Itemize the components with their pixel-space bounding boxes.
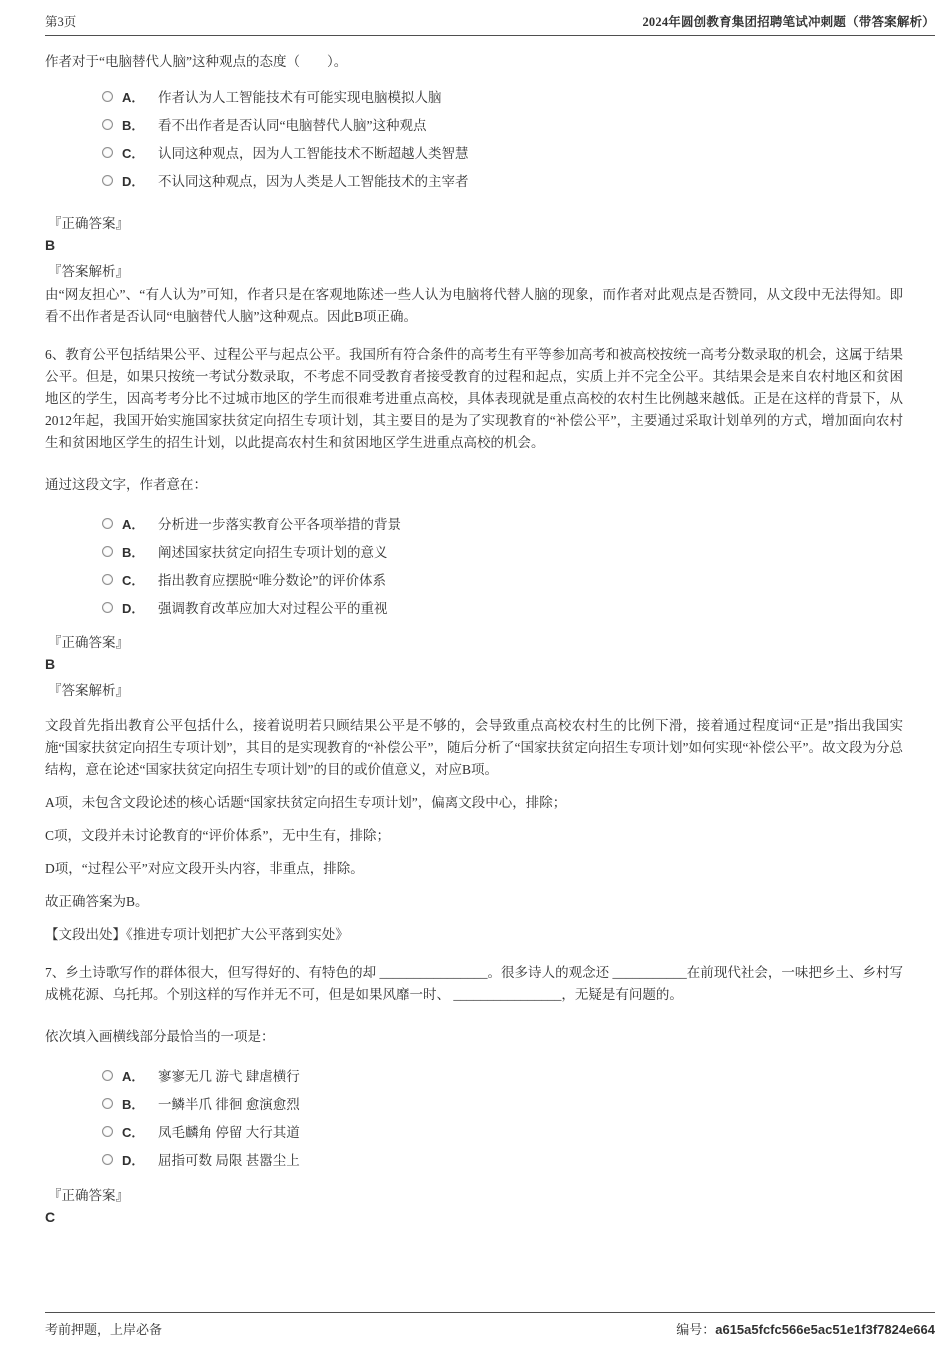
analysis-paragraph: 文段首先指出教育公平包括什么，接着说明若只顾结果公平是不够的，会导致重点高校农村生的比例下滑，接着通过程度词“正是”指出我国实施“国家扶贫定向招生专项计划”，其目的是实现教育的“补偿公平”，随后分析了“国家扶贫定向招生专项计划”如何实现“补偿公平”。故文段为分总结构，意在论述“国家扶贫定向招生专项计划”的目的或价值意义，对应B项。 — [45, 718, 903, 777]
analysis-paragraph: C项，文段并未讨论教育的“评价体系”，无中生有，排除； — [45, 828, 390, 843]
passage-source: 【文段出处】《推进专项计划把扩大公平落到实处》 — [45, 927, 349, 942]
option-text: 不认同这种观点，因为人类是人工智能技术的主宰者 — [158, 174, 469, 189]
analysis-conclusion: 故正确答案为B。 — [45, 894, 149, 909]
question-6-block — [45, 344, 903, 946]
correct-answer-label: 『正确答案』 — [48, 216, 129, 231]
option-letter: B． — [122, 1096, 145, 1112]
correct-answer-value: B — [45, 237, 56, 253]
page-footer — [45, 1312, 935, 1338]
correct-answer-value: C — [45, 1209, 56, 1225]
footer-slogan: 考前押题，上岸必备 — [45, 1322, 163, 1337]
question-6-prompt: 通过这段文字，作者意在： — [45, 477, 207, 492]
correct-answer-label: 『正确答案』 — [48, 635, 129, 650]
option-letter: B． — [122, 117, 145, 133]
radio-icon[interactable] — [102, 147, 113, 158]
option-text: 认同这种观点，因为人工智能技术不断超越人类智慧 — [158, 146, 469, 161]
option-text: 强调教育改革应加大对过程公平的重视 — [158, 601, 388, 616]
footer-serial — [676, 1319, 935, 1338]
document-title: 2024年圆创教育集团招聘笔试冲刺题（带答案解析） — [642, 15, 935, 29]
radio-icon[interactable] — [102, 574, 113, 585]
question-7-prompt: 依次填入画横线部分最恰当的一项是： — [45, 1029, 275, 1044]
page-header — [45, 0, 935, 36]
option-letter: D． — [122, 1152, 145, 1168]
radio-icon[interactable] — [102, 91, 113, 102]
question-5-block — [45, 51, 903, 328]
option-text: 凤毛麟角 停留 大行其道 — [158, 1125, 300, 1140]
option-row-c[interactable] — [102, 138, 903, 166]
option-text: 分析进一步落实教育公平各项举措的背景 — [158, 517, 401, 532]
document-body — [45, 51, 903, 1226]
option-text: 指出教育应摆脱“唯分数论”的评价体系 — [158, 573, 386, 588]
radio-icon[interactable] — [102, 1098, 113, 1109]
question-5-text: 作者对于“电脑替代人脑”这种观点的态度（ ）。 — [45, 54, 348, 69]
analysis-label: 『答案解析』 — [48, 683, 129, 698]
question-5-options — [102, 82, 903, 194]
correct-answer-label: 『正确答案』 — [48, 1188, 129, 1203]
option-letter: C． — [122, 572, 145, 588]
option-row-b[interactable] — [102, 110, 903, 138]
analysis-label: 『答案解析』 — [48, 264, 129, 279]
radio-icon[interactable] — [102, 602, 113, 613]
option-text: 作者认为人工智能技术有可能实现电脑模拟人脑 — [158, 90, 442, 105]
question-7-options — [102, 1061, 903, 1173]
option-letter: C． — [122, 1124, 145, 1140]
option-text: 看不出作者是否认同“电脑替代人脑”这种观点 — [158, 118, 427, 133]
option-letter: A． — [122, 516, 145, 532]
option-row-a[interactable] — [102, 1061, 903, 1089]
option-row-a[interactable] — [102, 82, 903, 110]
question-7-block — [45, 962, 903, 1226]
radio-icon[interactable] — [102, 119, 113, 130]
option-text: 一鳞半爪 徘徊 愈演愈烈 — [158, 1097, 300, 1112]
option-row-d[interactable] — [102, 166, 903, 194]
radio-icon[interactable] — [102, 1070, 113, 1081]
option-letter: D． — [122, 173, 145, 189]
serial-code: a615a5fcfc566e5ac51e1f3f7824e664 — [715, 1322, 935, 1337]
option-row-d[interactable] — [102, 593, 903, 621]
analysis-paragraph: A项，未包含文段论述的核心话题“国家扶贫定向招生专项计划”，偏离文段中心，排除； — [45, 795, 567, 810]
option-letter: D． — [122, 600, 145, 616]
option-row-d[interactable] — [102, 1145, 903, 1173]
analysis-text: 由“网友担心”、“有人认为”可知，作者只是在客观地陈述一些人认为电脑将代替人脑的现象，而作者对此观点是否赞同，从文段中无法得知。即看不出作者是否认同“电脑替代人脑”这种观点。因此B项正确。 — [45, 287, 903, 324]
option-row-b[interactable] — [102, 1089, 903, 1117]
correct-answer-value: B — [45, 656, 56, 672]
option-row-a[interactable] — [102, 509, 903, 537]
page-number: 第3页 — [45, 15, 77, 29]
option-row-b[interactable] — [102, 537, 903, 565]
serial-label: 编号： — [676, 1322, 716, 1337]
radio-icon[interactable] — [102, 175, 113, 186]
radio-icon[interactable] — [102, 1126, 113, 1137]
question-6-options — [102, 509, 903, 621]
option-text: 屈指可数 局限 甚嚣尘上 — [158, 1153, 300, 1168]
option-text: 寥寥无几 游弋 肆虐横行 — [158, 1069, 300, 1084]
radio-icon[interactable] — [102, 1154, 113, 1165]
analysis-paragraph: D项，“过程公平”对应文段开头内容，非重点，排除。 — [45, 861, 364, 876]
option-row-c[interactable] — [102, 1117, 903, 1145]
question-6-passage: 6、教育公平包括结果公平、过程公平与起点公平。我国所有符合条件的高考生有平等参加高考和被高校按统一高考分数录取的机会，这属于结果公平。但是，如果只按统一考试分数录取，不考虑不同受教育者接受教育的过程和起点，实质上并不完全公平。其结果会是来自农村地区和贫困地区的学生，因高考考分比不过城市地区的学生而很难考进重点高校，具体表现就是重点高校的农村生比例越来越低。正是在这样的背景下，从2012年起，我国开始实施国家扶贫定向招生专项计划，其主要目的是为了实现教育的“补偿公平”，主要通过采取计划单列的方式，增加面向农村生和贫困地区学生的招生计划，以此提高农村生和贫困地区学生进重点高校的机会。 — [45, 347, 903, 450]
option-letter: A． — [122, 1068, 145, 1084]
radio-icon[interactable] — [102, 518, 113, 529]
option-letter: C． — [122, 145, 145, 161]
question-7-passage: 7、乡土诗歌写作的群体很大，但写得好的、有特色的却 ________________。很多诗人的观念还 ___________在前现代社会，一味把乡土、乡村写成桃花源、乌托邦。个别这样的写作并无不可，但是如果风靡一时、 ________________，无疑是有问题的。 — [45, 965, 903, 1002]
option-letter: B． — [122, 544, 145, 560]
option-letter: A． — [122, 89, 145, 105]
option-text: 阐述国家扶贫定向招生专项计划的意义 — [158, 545, 388, 560]
radio-icon[interactable] — [102, 546, 113, 557]
option-row-c[interactable] — [102, 565, 903, 593]
